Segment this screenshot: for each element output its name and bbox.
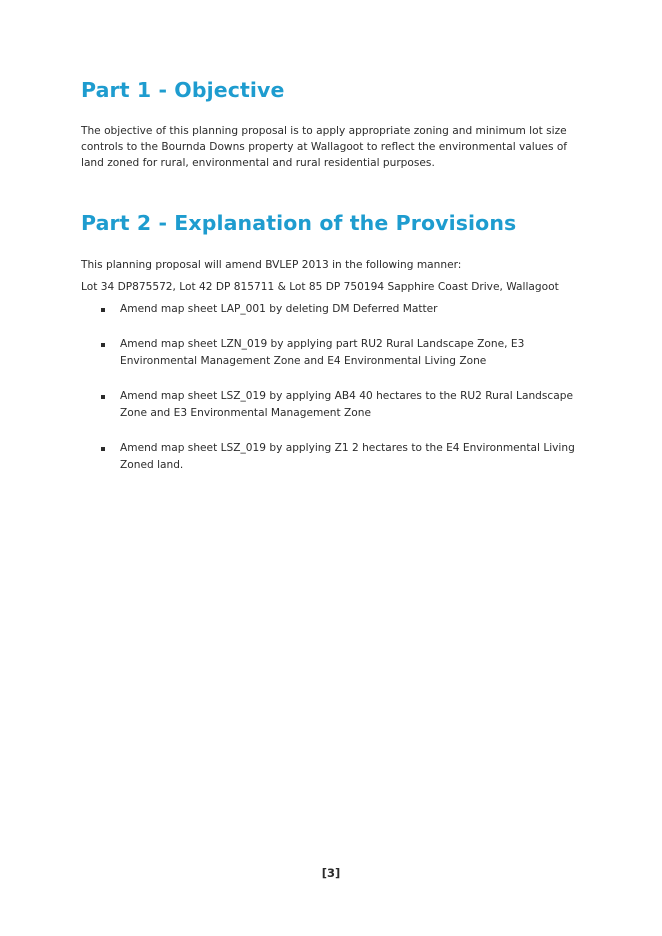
page-number: [3] [321, 866, 341, 880]
list-item [81, 388, 581, 422]
part-2-heading: Part 2 - Explanation of the Provisions [81, 211, 517, 235]
list-item-text: Amend map sheet LZN_019 by applying part RU2 Rural Landscape Zone, E3 Environmental Management Zone and E4 Environmental Living Zone [120, 338, 525, 367]
bullet-icon [101, 395, 105, 399]
bullet-icon [101, 308, 105, 312]
amendment-list [81, 301, 581, 492]
list-item [81, 440, 581, 474]
bullet-icon [101, 343, 105, 347]
lot-description: Lot 34 DP875572, Lot 42 DP 815711 & Lot 85 DP 750194 Sapphire Coast Drive, Wallagoot [81, 281, 559, 293]
part-1-heading: Part 1 - Objective [81, 78, 285, 102]
list-item [81, 336, 581, 370]
bullet-icon [101, 447, 105, 451]
list-item-text: Amend map sheet LSZ_019 by applying Z1 2 hectares to the E4 Environmental Living Zoned land. [120, 442, 575, 471]
list-item-text: Amend map sheet LAP_001 by deleting DM Deferred Matter [120, 303, 438, 315]
provisions-intro: This planning proposal will amend BVLEP 2013 in the following manner: [81, 259, 462, 271]
list-item [81, 301, 581, 318]
objective-paragraph: The objective of this planning proposal is to apply appropriate zoning and minimum lot size controls to the Bournda Downs property at Wallagoot to reflect the environmental values of land zoned for rural, environmental and rural residential purposes. [81, 125, 568, 169]
list-item-text: Amend map sheet LSZ_019 by applying AB4 40 hectares to the RU2 Rural Landscape Zone and E3 Environmental Management Zone [120, 390, 573, 419]
